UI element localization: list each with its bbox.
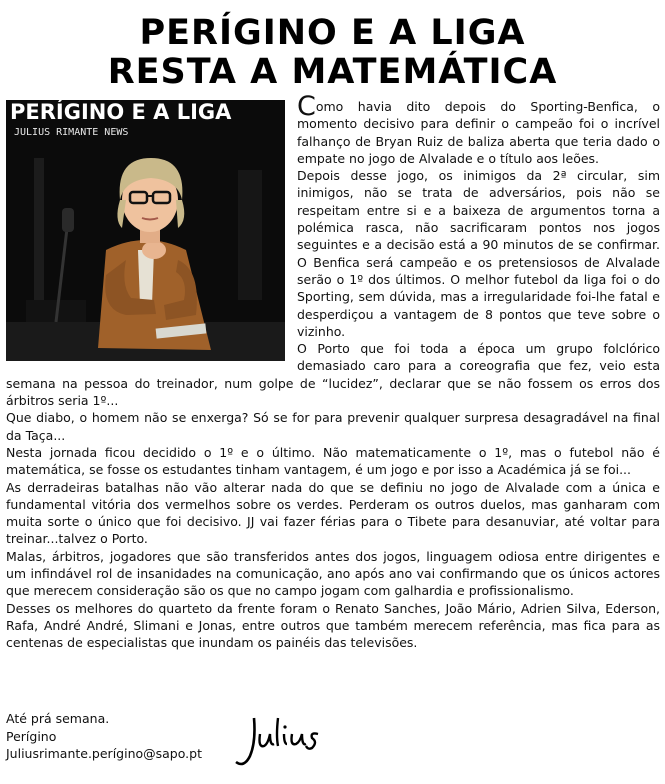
- photo-caption: PERÍGINO E A LIGA: [10, 100, 232, 124]
- paragraph: As derradeiras batalhas não vão alterar nada do que se definiu no jogo de Alvalade com a única e fundamental vitória dos vermelhos sobre os verdes. Perderam os outros duelos, mas ganharam com muita sorte o único que foi decisivo. JJ vai fazer férias para o Tibete para desanuviar, até voltar para treinar...talvez o Porto.: [6, 479, 660, 547]
- author-email: Juliusrimante.perígino@sapo.pt: [6, 746, 202, 762]
- paragraph: Que diabo, o homem não se enxerga? Só se for para prevenir qualquer surpresa desagradável na final da Taça...: [6, 410, 660, 443]
- article-body: [6, 91, 660, 652]
- paragraph: Depois desse jogo, os inimigos da 2ª circular, sim inimigos, não se trata de adversários, pois não se respeitam entre si e a baixeza de argumentos torna a polémica rasca, não sacrificaram pontos nos jogos seguintes e a decisão está a 90 minutos de se confirmar. O Benfica será campeão e os pretensiosos de Alvalade serão o 1º dos últimos. O melhor futebol da liga foi o do Sporting, sem dúvida, mas a irregularidade foi-lhe fatal e desperdiçou a vantagem de 8 pontos que teve sobre o vizinho.: [297, 168, 660, 339]
- photo-subcaption: JULIUS RIMANTE NEWS: [14, 127, 129, 138]
- handwritten-signature: [232, 712, 322, 776]
- paragraph: Desses os melhores do quarteto da frente foram o Renato Sanches, João Mário, Adrien Silva, Ederson, Rafa, André André, Slimani e Jonas, entre outros que também merecem referência, mas fica para as centenas de especialistas que inundam os painéis das televisões.: [6, 600, 660, 651]
- article-title: [0, 14, 665, 92]
- title-line-1: PERÍGINO E A LIGA: [139, 13, 526, 53]
- signature-mark: [232, 712, 322, 772]
- signoff: [6, 710, 202, 763]
- title-line-2: RESTA A MATEMÁTICA: [107, 52, 558, 92]
- paragraph-text: omo havia dito depois do Sporting-Benfica, o momento decisivo para definir o campeão foi o incrível falhanço de Bryan Ruiz de baliza aberta que teria dado o empate no jogo de Alvalade e o título aos leões.: [297, 99, 660, 166]
- paragraph: O Porto que foi toda a época um grupo folclórico demasiado caro para a coreografia que fez, veio esta semana na pessoa do treinador, num golpe de “lucidez”, declarar que se não fossem os erros dos árbitros seria 1º...: [6, 341, 660, 409]
- author-name: Perígino: [6, 728, 57, 744]
- paragraph: Nesta jornada ficou decidido o 1º e o último. Não matematicamente o 1º, mas o futebol não é matemática, se fosse os estudantes tinham vantagem, é um jogo e por isso a Académica já se foi...: [6, 444, 660, 478]
- paragraph: Malas, árbitros, jogadores que são transferidos antes dos jogos, linguagem odiosa entre dirigentes e um infindável rol de insanidades na comunicação, ano após ano vai confirmando que os únicos actores que merecem consideração são os que no campo jogam com galhardia e profissionalismo.: [6, 548, 660, 599]
- signoff-greeting: Até prá semana.: [6, 711, 110, 726]
- drop-cap: C: [297, 91, 316, 122]
